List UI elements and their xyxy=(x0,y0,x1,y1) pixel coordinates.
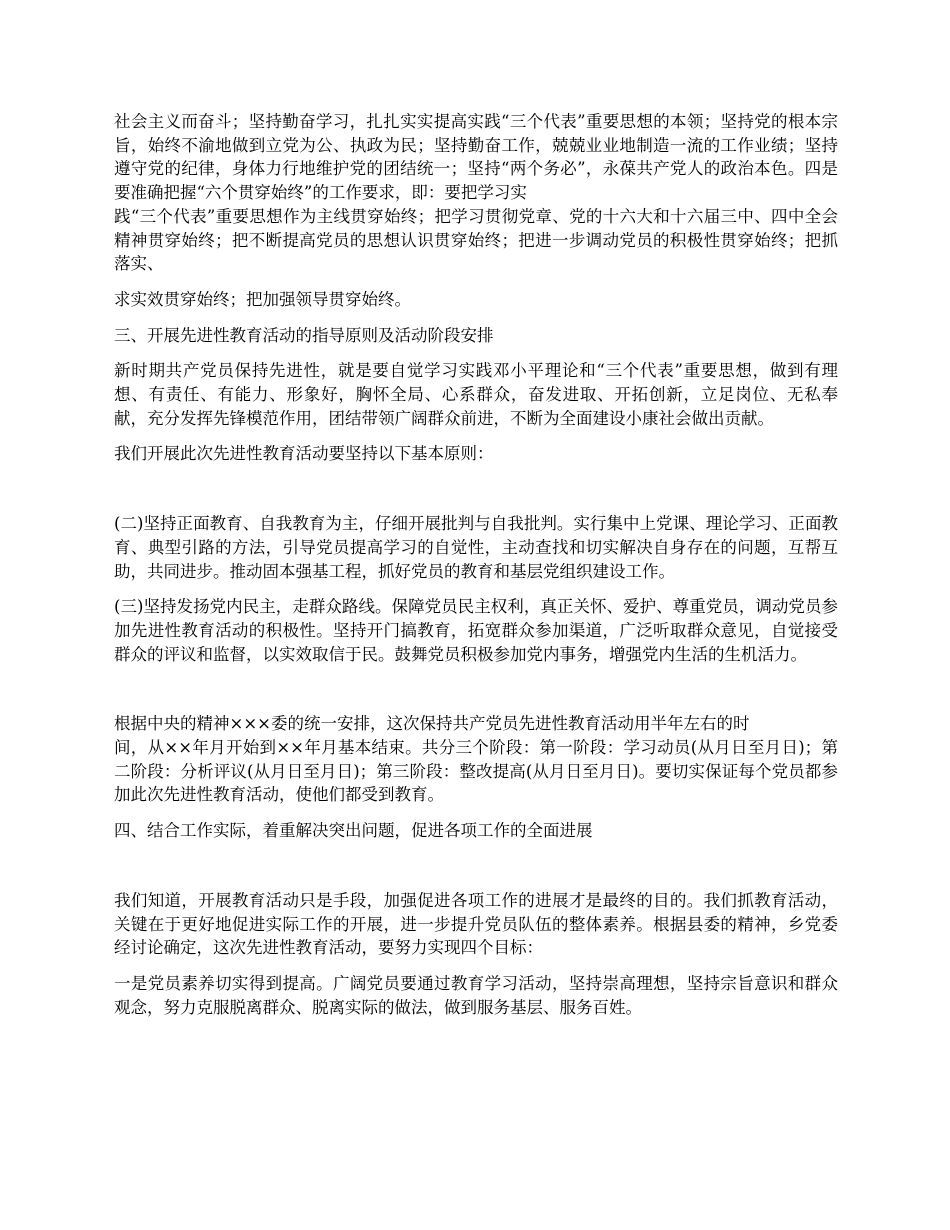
paragraph-principles-intro: 我们开展此次先进性教育活动要坚持以下基本原则： xyxy=(114,444,494,464)
paragraph-advancement-meaning: 新时期共产党员保持先进性，就是要自觉学习实践邓小平理论和“三个代表”重要思想，做到有理想、有责任、有能力、形象好，胸怀全局、心系群众，奋发进取、开拓创新，立足岗位、无私奉献，充分发挥先锋模范作用，团结带领广阔群众前进，不断为全面建设小康社会做出贡献。 xyxy=(114,361,838,428)
paragraph-continuation: 求实效贯穿始终；把加强领导贯穿始终。 xyxy=(114,289,411,309)
paragraph-schedule: 根据中央的精神×××委的统一安排，这次保持共产党员先进性教育活动用半年左右的时 间，从××年月开始到××年月基本结束。共分三个阶段：第一阶段：学习动员(从月日至月日)；第二阶段：分析评议(从月日至月日)；第三阶段：整改提高(从月日至月日)。要切实保证每个党员都参加此次先进性教育活动，使他们都受到教育。 xyxy=(114,714,838,805)
section-heading-three: 三、开展先进性教育活动的指导原则及活动阶段安排 xyxy=(114,325,494,345)
paragraph-goals-intro: 我们知道，开展教育活动只是手段，加强促进各项工作的进展才是最终的目的。我们抓教育活动，关键在于更好地促进实际工作的开展，进一步提升党员队伍的整体素养。根据县委的精神，乡党委经讨论确定，这次先进性教育活动，要努力实现四个目标： xyxy=(114,890,838,958)
paragraph-principle-two: (二)坚持正面教育、自我教育为主，仔细开展批判与自我批判。实行集中上党课、理论学习、正面教育、典型引路的方法，引导党员提高学习的自觉性，主动查找和切实解决自身存在的问题，互帮互助，共同进步。推动固本强基工程，抓好党员的教育和基层党组织建设工作。 xyxy=(114,514,838,581)
paragraph-principle-three: (三)坚持发扬党内民主，走群众路线。保障党员民主权利，真正关怀、爱护、尊重党员，调动党员参加先进性教育活动的积极性。坚持开门搞教育，拓宽群众参加渠道，广泛听取群众意见，自觉接受群众的评议和监督，以实效取信于民。鼓舞党员积极参加党内事务，增强党内生活的生机活力。 xyxy=(114,597,838,664)
section-heading-four: 四、结合工作实际，着重解决突出问题，促进各项工作的全面进展 xyxy=(114,821,593,841)
document-page xyxy=(114,110,838,1019)
paragraph-goal-one: 一是党员素养切实得到提高。广阔党员要通过教育学习活动，坚持崇高理想，坚持宗旨意识和群众观念，努力克服脱离群众、脱离实际的做法，做到服务基层、服务百姓。 xyxy=(114,973,838,1017)
paragraph-party-commitments: 社会主义而奋斗；坚持勤奋学习，扎扎实实提高实践“三个代表”重要思想的本领；坚持党的根本宗旨，始终不渝地做到立党为公、执政为民；坚持勤奋工作，兢兢业业地制造一流的工作业绩；坚持遵守党的纪律，身体力行地维护党的团结统一；坚持“两个务必”，永葆共产党人的政治本色。四是要准确把握“六个贯穿始终”的工作要求，即：要把学习实 践“三个代表”重要思想作为主线贯穿始终；把学习贯彻党章、党的十六大和十六届三中、四中全会精神贯穿始终；把不断提高党员的思想认识贯穿始终；把进一步调动党员的积极性贯穿始终；把抓落实、 xyxy=(114,112,838,274)
